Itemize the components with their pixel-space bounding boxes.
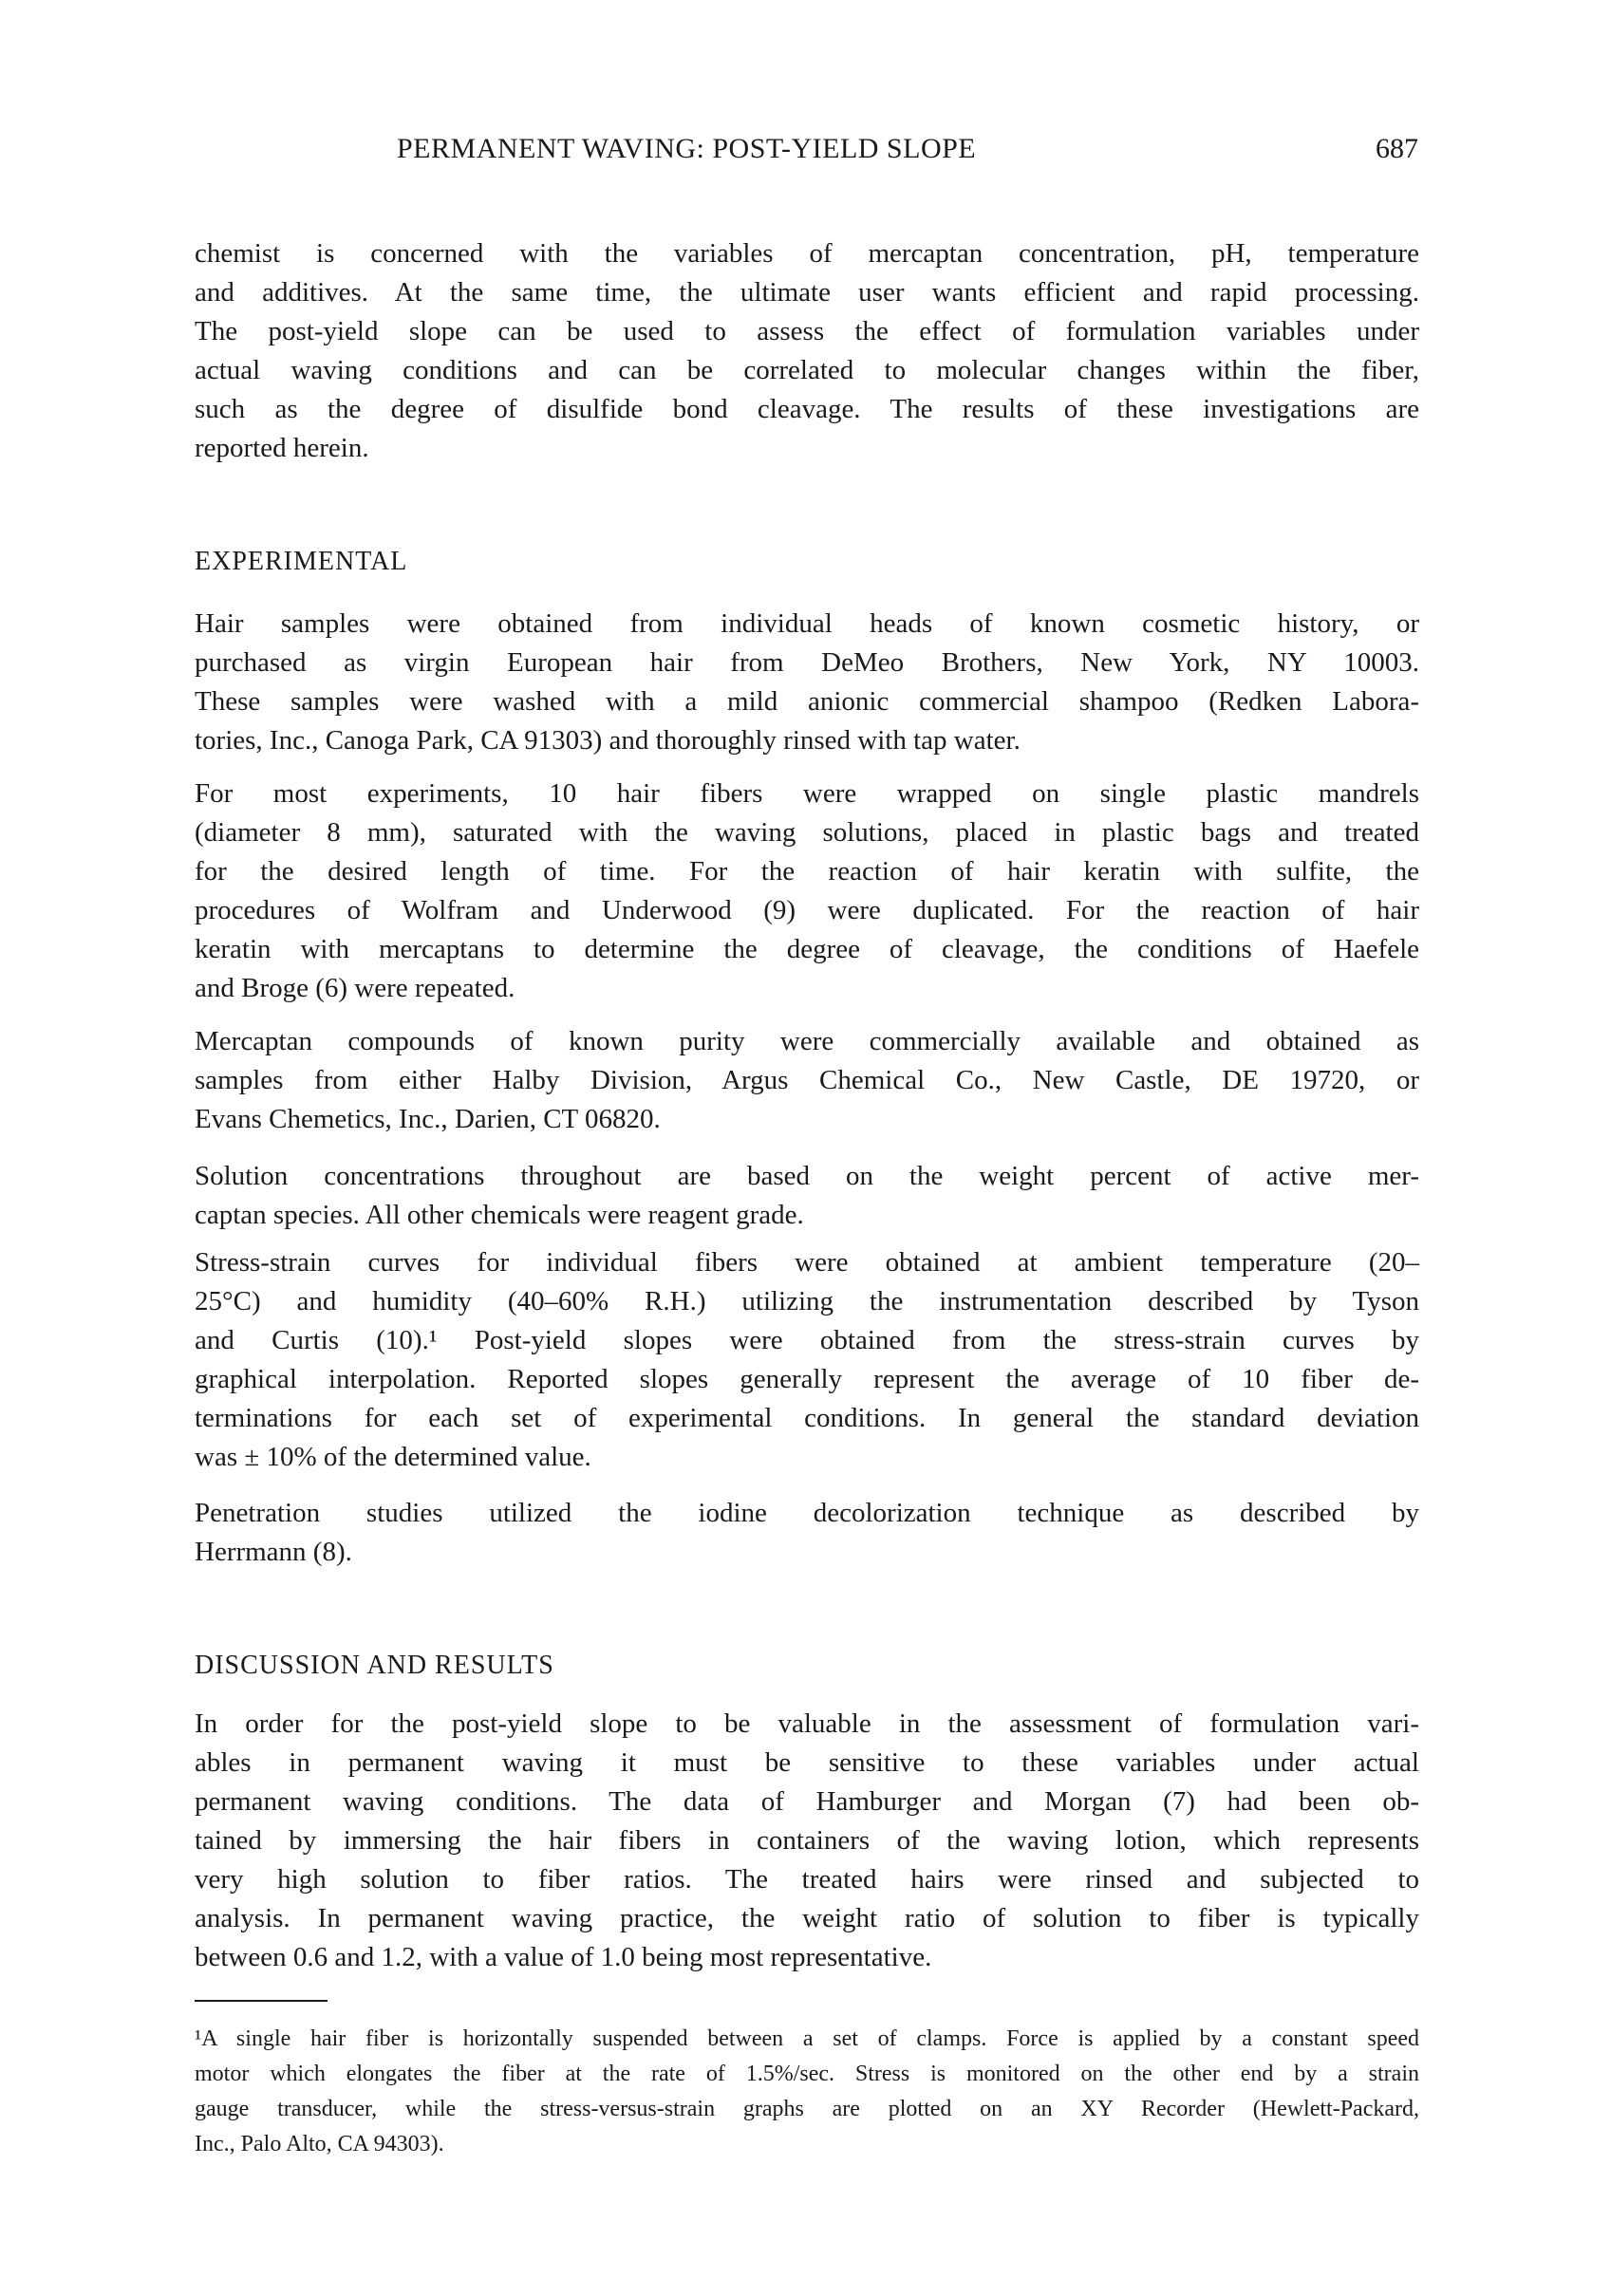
text-line: Hair samples were obtained from individual heads of known cosmetic history, or xyxy=(195,608,1419,639)
text-line: samples from either Halby Division, Argus Chemical Co., New Castle, DE 19720, or xyxy=(195,1065,1419,1095)
text-line: Stress-strain curves for individual fibers were obtained at ambient temperature (20– xyxy=(195,1247,1419,1278)
text-line: such as the degree of disulfide bond cleavage. The results of these investigations are xyxy=(195,394,1419,424)
text-line: and Curtis (10).¹ Post-yield slopes were obtained from the stress-strain curves by xyxy=(195,1325,1419,1355)
text-line: 25°C) and humidity (40–60% R.H.) utilizing the instrumentation described by Tyson xyxy=(195,1286,1419,1316)
text-line: keratin with mercaptans to determine the degree of cleavage, the conditions of Haefele xyxy=(195,934,1419,964)
paragraph-solution-concentrations xyxy=(195,1157,1419,1235)
text-line: permanent waving conditions. The data of Hamburger and Morgan (7) had been ob- xyxy=(195,1786,1419,1817)
running-header xyxy=(0,133,1611,171)
running-title: PERMANENT WAVING: POST-YIELD SLOPE xyxy=(397,133,977,164)
paragraph-discussion xyxy=(195,1705,1419,1977)
text-line: Solution concentrations throughout are based on the weight percent of active mer- xyxy=(195,1161,1419,1191)
text-line: ¹A single hair fiber is horizontally suspended between a set of clamps. Force is applied by a constant speed xyxy=(195,2026,1419,2051)
text-line: analysis. In permanent waving practice, the weight ratio of solution to fiber is typically xyxy=(195,1903,1419,1933)
text-line: (diameter 8 mm), saturated with the waving solutions, placed in plastic bags and treated xyxy=(195,817,1419,848)
text-line: gauge transducer, while the stress-versus-strain graphs are plotted on an XY Recorder (Hewlett-Packard, xyxy=(195,2097,1419,2121)
text-line: terminations for each set of experimental conditions. In general the standard deviation xyxy=(195,1403,1419,1433)
text-line: ables in permanent waving it must be sensitive to these variables under actual xyxy=(195,1747,1419,1778)
text-line: and additives. At the same time, the ultimate user wants efficient and rapid processing. xyxy=(195,277,1419,308)
text-line: tories, Inc., Canoga Park, CA 91303) and thoroughly rinsed with tap water. xyxy=(195,725,1021,756)
footnote xyxy=(195,2022,1419,2162)
paragraph-penetration xyxy=(195,1494,1419,1572)
text-line: procedures of Wolfram and Underwood (9) were duplicated. For the reaction of hair xyxy=(195,895,1419,925)
text-line: Herrmann (8). xyxy=(195,1537,352,1567)
paragraph-hair-samples xyxy=(195,605,1419,760)
text-line: chemist is concerned with the variables of mercaptan concentration, pH, temperature xyxy=(195,238,1419,269)
text-line: Inc., Palo Alto, CA 94303). xyxy=(195,2132,444,2156)
text-line: purchased as virgin European hair from DeMeo Brothers, New York, NY 10003. xyxy=(195,647,1419,678)
text-line: Evans Chemetics, Inc., Darien, CT 06820. xyxy=(195,1104,661,1134)
text-line: In order for the post-yield slope to be valuable in the assessment of formulation vari- xyxy=(195,1708,1419,1739)
paragraph-procedure xyxy=(195,775,1419,1008)
intro-paragraph xyxy=(195,234,1419,468)
page-number: 687 xyxy=(1376,133,1418,164)
text-line: graphical interpolation. Reported slopes generally represent the average of 10 fiber de- xyxy=(195,1364,1419,1394)
text-line: very high solution to fiber ratios. The treated hairs were rinsed and subjected to xyxy=(195,1864,1419,1895)
text-line: actual waving conditions and can be correlated to molecular changes within the fiber, xyxy=(195,355,1419,385)
footnote-divider xyxy=(195,2000,328,2002)
text-line: for the desired length of time. For the reaction of hair keratin with sulfite, the xyxy=(195,856,1419,887)
section-heading-experimental: EXPERIMENTAL xyxy=(195,547,408,576)
text-line: These samples were washed with a mild anionic commercial shampoo (Redken Labora- xyxy=(195,686,1419,717)
text-line: Mercaptan compounds of known purity were commercially available and obtained as xyxy=(195,1026,1419,1056)
paragraph-stress-strain xyxy=(195,1243,1419,1477)
paragraph-mercaptan-sources xyxy=(195,1022,1419,1139)
section-heading-discussion: DISCUSSION AND RESULTS xyxy=(195,1651,554,1680)
text-line: Penetration studies utilized the iodine decolorization technique as described by xyxy=(195,1498,1419,1528)
text-line: between 0.6 and 1.2, with a value of 1.0 being most representative. xyxy=(195,1942,932,1972)
text-line: was ± 10% of the determined value. xyxy=(195,1442,591,1472)
text-line: captan species. All other chemicals were reagent grade. xyxy=(195,1200,804,1230)
text-line: and Broge (6) were repeated. xyxy=(195,973,515,1003)
text-line: reported herein. xyxy=(195,433,369,463)
text-line: motor which elongates the fiber at the rate of 1.5%/sec. Stress is monitored on the other end by a strain xyxy=(195,2062,1419,2086)
text-line: tained by immersing the hair fibers in containers of the waving lotion, which represents xyxy=(195,1825,1419,1856)
text-line: The post-yield slope can be used to assess the effect of formulation variables under xyxy=(195,316,1419,346)
text-line: For most experiments, 10 hair fibers were wrapped on single plastic mandrels xyxy=(195,778,1419,809)
